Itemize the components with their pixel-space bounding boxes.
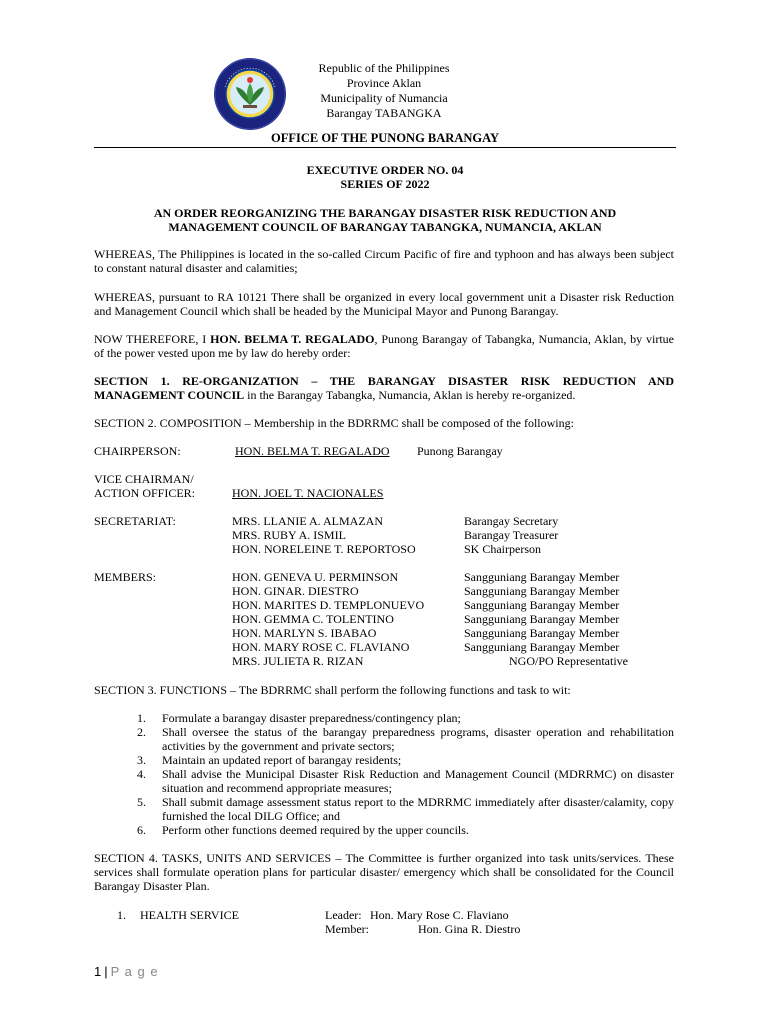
member-name: HON. MARY ROSE C. FLAVIANO — [232, 640, 410, 654]
list-item-number: 1. — [137, 711, 146, 725]
secretariat-role: Barangay Secretary — [464, 514, 559, 528]
list-item-text: Formulate a barangay disaster preparedness/contingency plan; — [162, 711, 461, 725]
health-leader-label: Leader: — [325, 908, 362, 922]
member-name: HON. GEMMA C. TOLENTINO — [232, 612, 394, 626]
now-therefore-paragraph — [94, 332, 674, 360]
header-line-municipality: Municipality of Numancia — [320, 91, 448, 105]
list-item-text: Shall advise the Municipal Disaster Risk Reduction and Management Council (MDRRMC) on disaster situation and recommend appropriate measures; — [162, 767, 674, 795]
list-item-number: 4. — [137, 767, 146, 781]
list-item-number: 5. — [137, 795, 146, 809]
member-role: Sangguniang Barangay Member — [464, 626, 620, 640]
list-item-number: 6. — [137, 823, 146, 837]
section-1-heading: SECTION 1. RE-ORGANIZATION – THE BARANGAY DISASTER RISK REDUCTION AND MANAGEMENT COUNCIL — [94, 374, 674, 402]
page-label: P a g e — [110, 964, 159, 979]
list-item-text: Maintain an updated report of barangay residents; — [162, 753, 402, 767]
executive-order-title — [94, 163, 676, 191]
member-role: Sangguniang Barangay Member — [464, 570, 620, 584]
section-4-paragraph: SECTION 4. TASKS, UNITS AND SERVICES – The Committee is further organized into task units/services. These services shall formulate operation plans for particular disaster/ emergency which shall be consolidated for the Council Barangay Disaster Plan. — [94, 851, 674, 893]
order-title-line-1: AN ORDER REORGANIZING THE BARANGAY DISASTER RISK REDUCTION AND — [153, 206, 617, 220]
member-name: HON. MARITES D. TEMPLONUEVO — [232, 598, 425, 612]
header-divider — [94, 147, 676, 148]
chairperson-label: CHAIRPERSON: — [94, 444, 181, 458]
order-title — [94, 206, 676, 234]
whereas-paragraph-1: WHEREAS, The Philippines is located in the so-called Circum Pacific of fire and typhoon and has always been subject to constant natural disaster and calamities; — [94, 247, 674, 275]
header-line-barangay: Barangay TABANGKA — [326, 106, 442, 120]
section-1-text: in the Barangay Tabangka, Numancia, Aklan is hereby re-organized. — [244, 388, 576, 402]
header-address — [290, 61, 478, 121]
health-member-name: Hon. Gina R. Diestro — [418, 922, 521, 936]
page-footer — [94, 964, 159, 979]
office-title: OFFICE OF THE PUNONG BARANGAY — [270, 131, 500, 145]
health-service-title: HEALTH SERVICE — [140, 908, 239, 922]
section-3-heading: SECTION 3. FUNCTIONS – The BDRRMC shall perform the following functions and task to wit: — [94, 683, 571, 697]
secretariat-name: MRS. LLANIE A. ALMAZAN — [232, 514, 384, 528]
barangay-seal — [213, 57, 287, 131]
chairperson-name: HON. BELMA T. REGALADO — [235, 444, 390, 458]
member-role: Sangguniang Barangay Member — [464, 584, 620, 598]
list-item-number: 3. — [137, 753, 146, 767]
member-name: MRS. JULIETA R. RIZAN — [232, 654, 364, 668]
now-therefore-prefix: NOW THEREFORE, I — [94, 332, 211, 346]
eo-series: SERIES OF 2022 — [340, 177, 430, 191]
list-item-text: Shall submit damage assessment status report to the MDRRMC immediately after disaster/calamity, copy furnished the local DILG Office; and — [162, 795, 674, 823]
punong-barangay-name: HON. BELMA T. REGALADO — [210, 332, 375, 346]
member-role: Sangguniang Barangay Member — [464, 598, 620, 612]
member-role: Sangguniang Barangay Member — [464, 612, 620, 626]
member-name: HON. GENEVA U. PERMINSON — [232, 570, 399, 584]
list-item-number: 2. — [137, 725, 146, 739]
secretariat-name: HON. NORELEINE T. REPORTOSO — [232, 542, 416, 556]
section-2-heading: SECTION 2. COMPOSITION – Membership in the BDRRMC shall be composed of the following: — [94, 416, 574, 430]
header-line-republic: Republic of the Philippines — [318, 61, 450, 75]
list-item-text: Perform other functions deemed required by the upper councils. — [162, 823, 469, 837]
page-number: 1 — [94, 964, 102, 979]
section-1-paragraph — [94, 374, 674, 402]
member-role: Sangguniang Barangay Member — [464, 640, 620, 654]
member-name: HON. GINAR. DIESTRO — [232, 584, 359, 598]
vice-chairman-name: HON. JOEL T. NACIONALES — [232, 486, 384, 500]
header-line-province: Province Aklan — [346, 76, 422, 90]
list-item — [137, 711, 674, 725]
secretariat-name: MRS. RUBY A. ISMIL — [232, 528, 346, 542]
list-item — [137, 795, 674, 823]
secretariat-label: SECRETARIAT: — [94, 514, 176, 528]
members-label: MEMBERS: — [94, 570, 157, 584]
action-officer-label: ACTION OFFICER: — [94, 486, 196, 500]
list-item — [137, 725, 674, 753]
footer-separator: | — [104, 964, 108, 979]
secretariat-role: Barangay Treasurer — [464, 528, 559, 542]
member-role: NGO/PO Representative — [509, 654, 628, 668]
list-item — [137, 823, 674, 837]
chairperson-role: Punong Barangay — [417, 444, 503, 458]
vice-chairman-label: VICE CHAIRMAN/ — [94, 472, 194, 486]
order-title-line-2: MANAGEMENT COUNCIL OF BARANGAY TABANGKA, NUMANCIA, AKLAN — [168, 220, 602, 234]
list-item — [137, 753, 674, 767]
list-item — [137, 767, 674, 795]
health-service-number: 1. — [117, 908, 126, 922]
health-member-label: Member: — [325, 922, 369, 936]
secretariat-role: SK Chairperson — [464, 542, 541, 556]
eo-number: EXECUTIVE ORDER NO. 04 — [306, 163, 464, 177]
member-name: HON. MARLYN S. IBABAO — [232, 626, 377, 640]
health-leader-name: Hon. Mary Rose C. Flaviano — [370, 908, 509, 922]
now-therefore-suffix: , Punong Barangay of Tabangka, Numancia, Aklan, by virtue of the power vested upon me by law do hereby order: — [94, 332, 675, 360]
list-item-text: Shall oversee the status of the barangay preparedness programs, disaster operation and rehabilitation activities by the government and private sectors; — [162, 725, 674, 753]
whereas-paragraph-2: WHEREAS, pursuant to RA 10121 There shall be organized in every local government unit a Disaster risk Reduction and Management Council which shall be headed by the Municipal Mayor and Punong Barangay. — [94, 290, 674, 318]
functions-list — [137, 711, 674, 837]
